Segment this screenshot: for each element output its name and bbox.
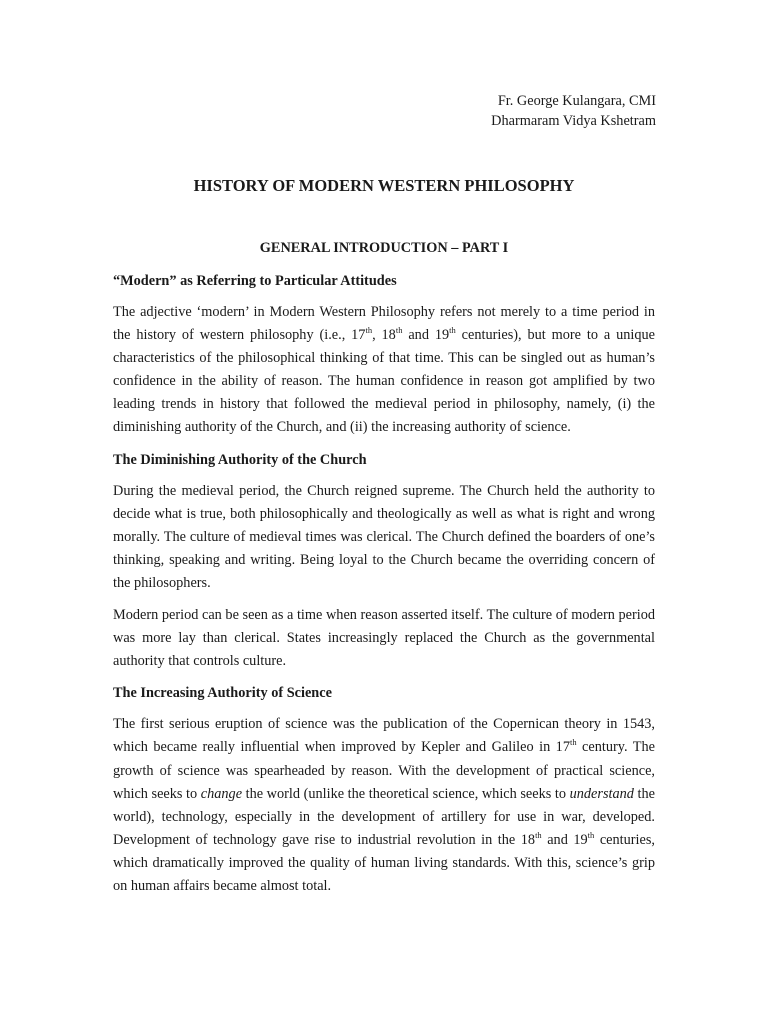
text-run: , 18 (372, 327, 396, 344)
emphasis: understand (569, 785, 634, 802)
text-run: The adjective ‘modern’ in Modern Western Philosophy refers not merely to a time period in the history of western philosophy (i.e., 17 (113, 304, 655, 344)
document-title: HISTORY OF MODERN WESTERN PHILOSOPHY (193, 176, 575, 195)
superscript: th (535, 830, 542, 841)
author-block (491, 91, 656, 131)
text-run: The first serious eruption of science was the publication of the Copernican theory in 1543, which became really influential when improved by Kepler and Galileo in 17 (113, 716, 655, 756)
text-run: centuries), but more to a unique characteristics of the philosophical thinking of that time. This can be singled out as human’s confidence in the ability of reason. The human confidence in reason got amplified by two leading trends in history that followed the medieval period in philosophy, namely, (i) the diminishing authority of the Church, and (ii) the increasing authority of science. (113, 327, 655, 436)
text-run: and 19 (402, 327, 450, 344)
text-run: the world (unlike the theoretical science, which seeks to (242, 785, 570, 802)
superscript: th (449, 325, 456, 336)
paragraph-modern-adjective (113, 301, 655, 440)
text-run: and 19 (541, 831, 588, 848)
paragraph-science (113, 713, 655, 898)
superscript: th (395, 325, 403, 336)
text-run: centuries, which dramatically improved the quality of human living standards. With this, science’s grip on human affairs became almost total. (113, 831, 655, 894)
text-run: the world), technology, especially in the development of artillery for use in war, developed. Development of technology gave rise to industrial revolution in the 18 (113, 785, 655, 848)
author-institution: Dharmaram Vidya Kshetram (491, 113, 656, 129)
document-subtitle: GENERAL INTRODUCTION – PART I (259, 240, 509, 256)
emphasis: change (200, 785, 243, 802)
section-heading-science: The Increasing Authority of Science (113, 685, 332, 702)
text-run: century. The growth of science was spearheaded by reason. With the development of practical science, which seeks to (113, 739, 655, 802)
paragraph-medieval-church: During the medieval period, the Church reigned supreme. The Church held the authority to decide what is true, both philosophically and theologically as well as what is right and wrong morally. The culture of medieval times was clerical. The Church defined the boarders of one’s thinking, speaking and writing. Being loyal to the Church became the overriding concern of the philosophers. (113, 482, 655, 591)
document-body (113, 270, 655, 907)
superscript: th (587, 830, 595, 841)
superscript: th (365, 325, 373, 336)
section-heading-modern: “Modern” as Referring to Particular Attitudes (113, 273, 397, 289)
superscript: th (569, 737, 577, 748)
author-name: Fr. George Kulangara, CMI (497, 93, 656, 109)
section-heading-church: The Diminishing Authority of the Church (113, 451, 367, 468)
paragraph-modern-reason: Modern period can be seen as a time when reason asserted itself. The culture of modern period was more lay than clerical. States increasingly replaced the Church as the governmental authority that controls culture. (113, 607, 655, 670)
